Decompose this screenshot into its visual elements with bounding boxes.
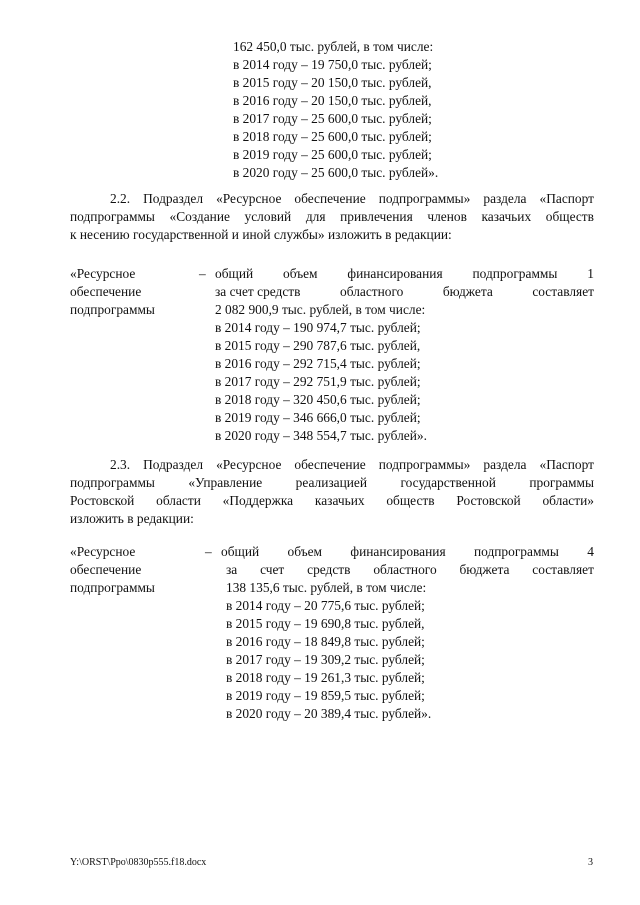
section-2-3-line-3 (70, 492, 594, 510)
funding-line: 138 135,6 тыс. рублей, в том числе: (226, 580, 427, 595)
word: подпрограммы (473, 544, 559, 559)
resource-label: обеспечение (70, 284, 142, 299)
resource-row-1 (221, 543, 594, 561)
word: казачьих (314, 493, 365, 508)
word: подпрограммы (472, 266, 558, 281)
funding-line: в 2015 году – 290 787,6 тыс. рублей, (215, 338, 421, 353)
word: «Паспорт (539, 457, 594, 472)
resource-row-1 (215, 265, 594, 283)
funding-line: в 2016 году – 292 715,4 тыс. рублей; (215, 356, 421, 371)
word: средств (307, 562, 351, 577)
word: подпрограммы (70, 209, 155, 224)
intro-line: в 2016 году – 20 150,0 тыс. рублей, (233, 93, 432, 108)
word: Подраздел (143, 191, 204, 206)
word: государственной (400, 475, 496, 490)
intro-line: в 2018 году – 25 600,0 тыс. рублей; (233, 129, 432, 144)
section-2-3-line-2 (70, 474, 594, 492)
word: обеспечение (294, 457, 366, 472)
funding-line: 2 082 900,9 тыс. рублей, в том числе: (215, 302, 426, 317)
intro-line: в 2017 году – 25 600,0 тыс. рублей; (233, 111, 432, 126)
word: 1 (587, 266, 594, 281)
funding-line: в 2014 году – 190 974,7 тыс. рублей; (215, 320, 421, 335)
word: «Ресурсное (216, 191, 282, 206)
word: бюджета (442, 284, 493, 299)
word: реализацией (295, 475, 368, 490)
word: 2.3. (110, 457, 131, 472)
word: подпрограммы» (378, 191, 471, 206)
word: «Ресурсное (216, 457, 282, 472)
word: общий (221, 544, 260, 559)
resource-label: подпрограммы (70, 580, 155, 595)
word: «Паспорт (539, 191, 594, 206)
word: объем (283, 266, 318, 281)
word: за (226, 562, 238, 577)
word: для (305, 209, 326, 224)
word: членов (427, 209, 467, 224)
word: Подраздел (143, 457, 204, 472)
section-2-3-line-4: изложить в редакции: (70, 511, 194, 526)
resource-row-2 (215, 283, 594, 301)
word: привлечения (340, 209, 413, 224)
resource-label: обеспечение (70, 562, 142, 577)
word: составляет (532, 284, 594, 299)
intro-line: в 2020 году – 25 600,0 тыс. рублей». (233, 165, 439, 180)
funding-line: в 2015 году – 19 690,8 тыс. рублей, (226, 616, 425, 631)
funding-line: в 2014 году – 20 775,6 тыс. рублей; (226, 598, 425, 613)
page-number: 3 (588, 857, 593, 868)
word: общий (215, 266, 254, 281)
resource-label: «Ресурсное (70, 266, 136, 281)
word: 4 (587, 544, 594, 559)
word: 2.2. (110, 191, 131, 206)
funding-line: в 2018 году – 320 450,6 тыс. рублей; (215, 392, 421, 407)
word: обществ (386, 493, 435, 508)
funding-line: в 2017 году – 292 751,9 тыс. рублей; (215, 374, 421, 389)
word: обществ (545, 209, 594, 224)
word: программы (529, 475, 594, 490)
funding-line: в 2019 году – 346 666,0 тыс. рублей; (215, 410, 421, 425)
resource-label: подпрограммы (70, 302, 155, 317)
intro-line: в 2015 году – 20 150,0 тыс. рублей, (233, 75, 432, 90)
funding-line: в 2017 году – 19 309,2 тыс. рублей; (226, 652, 425, 667)
word: объем (287, 544, 323, 559)
word: раздела (483, 191, 527, 206)
footer-file-path: Y:\ORST\Ppo\0830p555.f18.docx (70, 857, 207, 868)
intro-line: 162 450,0 тыс. рублей, в том числе: (233, 39, 434, 54)
funding-line: в 2016 году – 18 849,8 тыс. рублей; (226, 634, 425, 649)
funding-line: в 2020 году – 20 389,4 тыс. рублей». (226, 706, 432, 721)
section-2-2-line-2 (70, 208, 594, 226)
intro-line: в 2019 году – 25 600,0 тыс. рублей; (233, 147, 432, 162)
word: казачьих (481, 209, 532, 224)
word: условий (244, 209, 292, 224)
word: раздела (483, 457, 527, 472)
section-2-2-heading (110, 190, 594, 208)
word: финансирования (350, 544, 446, 559)
word: «Поддержка (222, 493, 294, 508)
funding-line: в 2019 году – 19 859,5 тыс. рублей; (226, 688, 425, 703)
resource-row-2 (226, 561, 594, 579)
word: областного (340, 284, 404, 299)
resource-label: «Ресурсное (70, 544, 136, 559)
funding-line: в 2018 году – 19 261,3 тыс. рублей; (226, 670, 425, 685)
section-2-3-heading (110, 456, 594, 474)
word: составляет (532, 562, 594, 577)
word: Ростовской (70, 493, 135, 508)
word: подпрограммы» (378, 457, 471, 472)
word: обеспечение (294, 191, 366, 206)
funding-line: в 2020 году – 348 554,7 тыс. рублей». (215, 428, 427, 443)
intro-line: в 2014 году – 19 750,0 тыс. рублей; (233, 57, 432, 72)
word: финансирования (347, 266, 443, 281)
word: за счет средств (215, 284, 301, 299)
resource-dash: – (205, 544, 212, 559)
word: области» (542, 493, 594, 508)
word: Ростовской (456, 493, 521, 508)
word: подпрограммы (70, 475, 155, 490)
word: областного (373, 562, 437, 577)
section-2-2-line-3: к несению государственной и иной службы» изложить в редакции: (70, 227, 452, 242)
resource-dash: – (199, 266, 206, 281)
word: счет (260, 562, 285, 577)
word: бюджета (459, 562, 510, 577)
word: «Создание (169, 209, 230, 224)
word: «Управление (188, 475, 263, 490)
word: области (156, 493, 201, 508)
